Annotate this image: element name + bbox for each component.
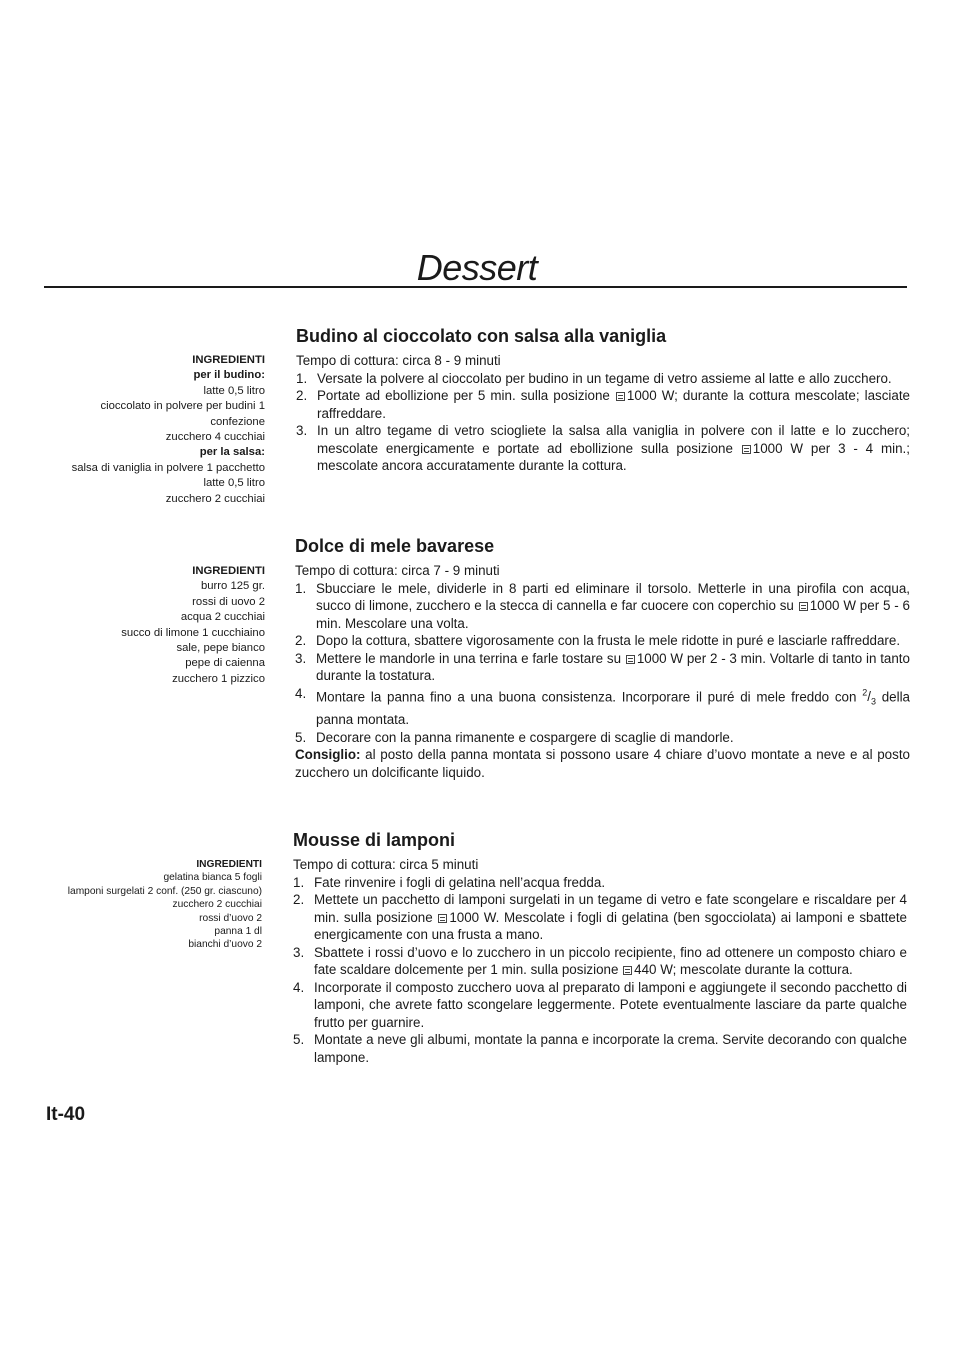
step-text: 1000 W per 5 - 6 min. Mescolare una volta.: [316, 598, 910, 631]
ingredient-item: burro 125 gr.: [200, 580, 265, 593]
microwave-power-icon: [616, 392, 625, 401]
fraction: [862, 687, 876, 707]
step-text: Portate ad ebollizione per 5 min. sulla posizione: [317, 388, 615, 403]
step-text: Versate la polvere al cioccolato per budino in un tegame di vetro assieme al latte e allo zucchero.: [317, 370, 892, 386]
step-number: 4.: [295, 685, 307, 701]
ingredient-item: latte 0,5 litro: [203, 477, 265, 490]
step-number: 2.: [295, 633, 307, 648]
ingredient-item: zucchero 1 pizzico: [172, 672, 265, 685]
ingredients-heading: INGREDIENTI: [196, 859, 262, 870]
tip-text: al posto della panna montata si possono usare 4 chiare d’uovo montate a neve e al posto zucchero un dolcificante liquido.: [295, 747, 910, 780]
step-text: Sbattete i rossi d’uovo e lo zucchero in un piccolo recipiente, fino ad ottenere un composto chiaro e fate scaldare dolcemente per 1 min. sulla posizione: [314, 944, 907, 977]
recipe-title: Mousse di lamponi: [293, 830, 456, 850]
ingredient-item: zucchero 2 cucchiai: [165, 492, 265, 505]
step-number: 2.: [296, 388, 308, 403]
recipe-budino: [296, 325, 910, 475]
step-text: della panna montata.: [316, 688, 911, 728]
step-item: [293, 1031, 907, 1066]
ingredient-item: cioccolato in polvere per budini 1: [100, 400, 265, 413]
step-item: [293, 874, 907, 892]
microwave-power-icon: [799, 602, 808, 611]
cooking-time: Tempo di cottura: circa 5 minuti: [293, 857, 479, 872]
step-item: [293, 944, 907, 979]
ingredient-item: sale, pepe bianco: [176, 642, 265, 655]
tip-paragraph: [295, 746, 910, 781]
steps-list: [293, 874, 907, 1067]
step-number: 2.: [293, 892, 305, 907]
step-number: 1.: [293, 874, 305, 890]
step-number: 5.: [293, 1032, 305, 1047]
step-number: 3.: [295, 650, 307, 666]
recipe-dolce-mele: [295, 535, 910, 781]
ingredient-item: zucchero 4 cucchiai: [165, 431, 265, 444]
steps-list: [295, 580, 910, 747]
step-number: 1.: [295, 580, 307, 596]
step-number: 5.: [295, 729, 307, 745]
step-item: [295, 650, 910, 685]
microwave-power-icon: [626, 655, 635, 664]
ingredient-item: gelatina bianca 5 fogli: [163, 872, 262, 884]
step-item: [295, 632, 910, 650]
ingredient-item: succo di limone 1 cucchiaino: [121, 626, 265, 639]
ingredient-item: zucchero 2 cucchiai: [172, 899, 262, 911]
step-text: Dopo la cottura, sbattere vigorosamente con la frusta le mele ridotte in puré e lasciarle raffreddare.: [316, 633, 901, 648]
recipe-title: Dolce di mele bavarese: [295, 536, 495, 556]
step-number: 3.: [296, 423, 308, 438]
step-text: In un altro tegame di vetro sciogliete la salsa alla vaniglia in polvere con il latte e lo zucchero; mescolate energicamente e portate ad ebollizione sulla posizione: [317, 423, 910, 456]
ingredients-list: [25, 353, 265, 507]
step-text: 440 W; mescolate durante la cottura.: [634, 962, 853, 977]
ingredient-item: rossi di uovo 2: [192, 595, 265, 608]
step-number: 3.: [293, 944, 305, 960]
step-text: Mettere le mandorle in una terrina e farle tostare su: [316, 650, 625, 666]
ingredient-item: pepe di caienna: [185, 657, 265, 670]
tip-label: Consiglio:: [295, 747, 361, 763]
microwave-power-icon: [438, 914, 447, 923]
ingredients-heading: per la salsa:: [199, 446, 265, 459]
step-item: [296, 422, 910, 475]
page-number: It-40: [46, 1104, 86, 1125]
step-item: [295, 580, 910, 633]
step-text: Sbucciare le mele, dividerle in 8 parti ed eliminare il torsolo. Metterle in una pirofila con acqua, succo di limone, zucchero e la stecca di cannella e far cuocere con coperchio su: [316, 580, 910, 613]
step-text: 1000 W; durante la cottura mescolate; lasciate raffreddare.: [317, 388, 910, 421]
ingredients-list: [22, 858, 262, 952]
fraction-denominator: 3: [870, 696, 876, 707]
step-text: 1000 W. Mescolate i fogli di gelatina (ben sgocciolata) ai lamponi e sbattete energicamente con una frusta a mano.: [314, 909, 907, 942]
recipe-mousse-lamponi: [293, 829, 907, 1066]
ingredients-list: [25, 564, 265, 687]
step-item: [296, 370, 910, 388]
ingredient-item: rossi d’uovo 2: [199, 912, 262, 924]
ingredients-heading: per il budino:: [193, 369, 265, 382]
step-text: Decorare con la panna rimanente e cospargere di scaglie di mandorle.: [316, 729, 734, 745]
cooking-time: Tempo di cottura: circa 7 - 9 minuti: [295, 563, 500, 578]
step-item: [295, 729, 910, 747]
ingredient-item: lamponi surgelati 2 conf. (250 gr. ciascuno): [67, 885, 262, 897]
fraction-slash: /: [867, 688, 871, 704]
ingredient-item: latte 0,5 litro: [203, 384, 265, 397]
step-text: 1000 W per 3 - 4 min.; mescolate ancora accuratamente durante la cottura.: [317, 440, 910, 473]
step-number: 4.: [293, 979, 305, 995]
step-item: [293, 979, 907, 1032]
microwave-power-icon: [623, 966, 632, 975]
step-number: 1.: [296, 370, 308, 386]
step-text: Montare la panna fino a una buona consistenza. Incorporare il puré di mele freddo con: [316, 688, 863, 704]
ingredients-heading: INGREDIENTI: [192, 565, 265, 577]
ingredient-item: bianchi d’uovo 2: [188, 939, 262, 951]
recipe-title: Budino al cioccolato con salsa alla vaniglia: [296, 326, 667, 346]
step-text: Montate a neve gli albumi, montate la panna e incorporate la crema. Servite decorando con qualche lampone.: [314, 1032, 907, 1065]
step-item: [293, 891, 907, 944]
ingredient-item: acqua 2 cucchiai: [180, 611, 265, 624]
page-title: Dessert: [416, 247, 538, 288]
ingredient-item: confezione: [210, 415, 265, 428]
fraction-numerator: 2: [862, 687, 868, 698]
step-text: Incorporate il composto zucchero uova al preparato di lamponi e aggiungete il secondo pacchetto di lamponi, che avrete fatto scongelare leggermente. Potete eventualmente lasciare da parte qualche frutto per guarnire.: [314, 979, 907, 1030]
ingredient-item: salsa di vaniglia in polvere 1 pacchetto: [71, 461, 265, 474]
title-divider: [44, 286, 907, 288]
ingredient-item: panna 1 dl: [214, 926, 262, 938]
microwave-power-icon: [742, 445, 751, 454]
step-text: Mettete un pacchetto di lamponi surgelati in un tegame di vetro e fate scongelare e riscaldare per 4 min. sulla posizione: [314, 892, 907, 925]
cooking-time: Tempo di cottura: circa 8 - 9 minuti: [296, 353, 501, 368]
step-item: [295, 685, 910, 729]
step-text: Fate rinvenire i fogli di gelatina nell’acqua fredda.: [314, 874, 606, 890]
ingredients-heading: INGREDIENTI: [192, 354, 265, 366]
step-text: 1000 W per 2 - 3 min. Voltarle di tanto in tanto durante la tostatura.: [316, 650, 910, 683]
step-item: [296, 387, 910, 422]
steps-list: [296, 370, 910, 475]
